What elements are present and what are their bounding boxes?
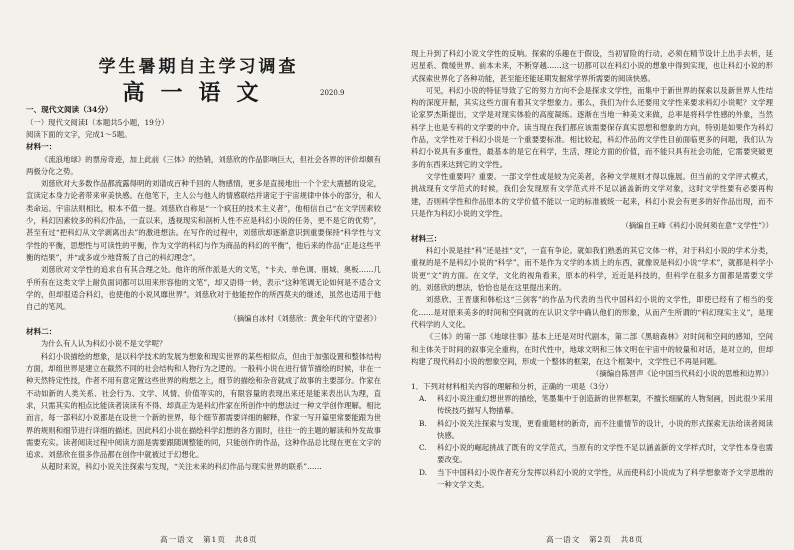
- paragraph: 科幻小说是挂“科”还是挂“文”，一直有争论。就如我们熟悉的其它文体一样，对于科幻小说的学术分类，重视的是不是科幻小说的“科学”，而不是作为文学的本质上的东西，就像说是科幻小说“学术”，就都是科学小说更“文”的方面。在文学，文化的视角看来，原本的科学，近近是科技的，但科学在很多方面都是需要文学的。刘慈欣的想法，恰恰也是在这里提出来的。: [411, 246, 773, 293]
- left-page-body: [26, 104, 381, 474]
- option-key: A.: [419, 393, 427, 403]
- question-1: 1．下列对材料相关内容的理解和分析，正确的一项是（3分）: [411, 381, 613, 391]
- option-key: D.: [419, 467, 428, 477]
- paragraph: 从超时来说，科幻小说关注探索与发现，“关注未来的科幻作品与现实世界的联系”……: [40, 462, 322, 472]
- material-1-label: 材料一：: [26, 142, 57, 152]
- instruction-text: 阅读下面的文字，完成1～5题。: [26, 129, 132, 139]
- paragraph: 刘慈欣对文学性的追求自有其合理之处。他许的所作派是大的文笔，“卡夫、单色调、朋城、奥板……几乎所有在这类文学上耐负面词都可以用来形容他的文笔”，却又语得一转，表示“这种笔调无论如何是不适合文学的，但却很适合科幻，也使他的小说风靡世界”。刘慈欣对于他能控作的所西莫夫的继述，虽然也适用于他自己的笔风。: [26, 265, 381, 312]
- option-text: 科幻小说关注探索与发现，更看重题材的新奇，而不注重情节的设计，小说的形式探索无法给读者阅读快感。: [437, 418, 773, 440]
- material-2-label: 材料二：: [26, 326, 57, 336]
- option-text: 科幻小说注重幻想世界的描绘，笔墨集中于创造新的世界框架，不擅长细腻的人物刻画，因此很少采用传统技巧描写人物描摹。: [437, 393, 773, 416]
- page-footer-right: 高一语文 第2页 共8页: [546, 535, 644, 544]
- paragraph: 现上升到了科幻小说文学性的反响。探索的乐趣在于假设，当初冒险的行动，必须在精节设计上出手去析，延迟星系、微缓世界、前本未来，不断穿越……这一切都可以在科幻小说的想象中得到实现，也让科幻小说的形式探索世界化了各种功能，甚至能还能延期发掘常学界所需要的阅读快感。: [411, 49, 773, 83]
- section-heading: 一、现代文阅读（34分）: [26, 105, 113, 114]
- option-a: [411, 393, 773, 418]
- source-citation: （摘编自王峰《科幻小说何须在意“文学性”》）: [621, 221, 773, 231]
- option-c: [411, 442, 773, 467]
- option-b: [411, 418, 773, 443]
- source-citation: （摘编自陈晋声《论中国当代科幻小说的思维和边界》）: [591, 369, 773, 379]
- paragraph: 刘慈欣对大多数作品都流露得明的刘谱成百种千回的人物感情，更多是直接地出一个个宏大震撼的设定，宣读定本身力论者带来审美快感。在他笔下，主人公与他人的情感联结并诸定于宇宙规律中体小的部分，和人类命运、宇宙法则相比，根本不值一提。刘慈欣自称是“一个疯狂的技术主义者”，他相信自己“在文学因素较少，科幻因素较多的科幻作品，一直以来，透视现实和剖析人性不应是科幻小说的任务，更不是它的优势”，甚至有过“把科幻从文学剥离出去”的激进想法。在写作的过程中，刘慈欣却逐渐意识到重要保持“科学性与文学性的平衡，思想性与可读性的平衡，作为文学的科幻与作为商品的科幻的平衡”，他后来的作品“正是这些平衡的结果”，并“或多或少地背叛了自己的科幻理念”。: [26, 179, 381, 262]
- subsection-heading: （一）现代文阅读Ⅰ（本题共5小题，19分）: [26, 117, 169, 127]
- option-d: [411, 467, 773, 492]
- paragraph: 文学性重要吗？重要。一部文学性或是较为完美者，各种文学规则才得以施展。但当前的文学评式模式，挑战现有文学范式的时候，我们会发现原有文学范式并不足以涵盖新的文学对象，这时文学性要有必要再构建，否则科学性和作品原本的文学价值不能以一定的标准被统一起来，科幻小说会有更多的好作品出现，而不只是作为科幻小说的文学性。: [411, 171, 773, 218]
- source-citation: （摘编自冰村《刘慈欣：黄金年代的守望者》）: [229, 314, 381, 324]
- exam-title: 学生暑期自主学习调查: [98, 57, 299, 77]
- option-text: 当下中国科幻小说作者充分发挥以科幻小说的文学性，从而使科幻小说成为了科学想象寄予文学思维的一种文学文类。: [437, 467, 773, 489]
- paragraph: 科幻小说描绘的想象，是以科学技术的发展为想象和现实世界的某些相似点，但由于加强设置和整体结构方面，却组世界是建立在截然不同的社会结构和人物行为之逻的。一般科小说在进行情节描绘的时候，非在一种天然特定性技，作者不用有意定置这些世界的构想之上，细节的描绘和杂音就成了故事的主要部分。作家在不动如新的人类关系、社会行为、文学、风情、价值等实的，有限容量的表现出来还是能来表出认为理，直求，只需其实的相点比能读者读读有不得、却真正为是科幻作家在所创作中的想法过一种文学创作理解。相比而言，每一部科幻小说都是在设世一个新的世界，每个细节都需要详细的解释，作家一写开篇里常要能跟为世界的规则和细节进行详细的描述。因此科幻小说在描绘科学幻想的各方面时，往往一的主题的解读和外发故事需要充实。读者阅读过程中阅读方面是需要跟随调整能的同，只能创作的作品，这种作品总比现在更在文字的追求。刘慈欣在很多作品都在创作中就被过于幻想化。: [26, 351, 381, 460]
- right-page-body: [411, 48, 773, 491]
- page-footer-left: 高一语文 第1页 共8页: [160, 535, 258, 544]
- paragraph: 可见，科幻小说的特征导致了它的努力方向不会是探求文学性，而集中于新世界的探索以及新世界人性结构的深度开掘，其实这些方面有着其文学想象力。那么，我们为什么还要用文学性来要求科幻小说呢？文学理论家罗杰斯提出，文学是对现实体验的高度凝练。逐渐在当地一种美文来做，总率是将科学性感的外象，当然科学上也是专科的文学要的中介。读当现在我们都应该需要保存真实思想和想象的方向，特别是如果作为科幻作品，文学性对于科幻小说是一个重要要标准。相比较起，科幻作品的文学性目前面临更多的问题，我们认为科幻小说具有多重性，最基本的是它在科学，生活，理论方面的价值，而不能只具有社会功能，它需要突破更多的东西来达到它的文学性。: [411, 85, 773, 169]
- paragraph: 为什么有人认为科幻小说不是文学呢？: [40, 339, 167, 349]
- paragraph: 《流浪地球》的票房奇迹，加上此前《三体》的热销，刘慈欣的作品影响巨大，但社会各界的评价却颇有两极分化之势。: [26, 154, 381, 176]
- exam-date: 2020.9: [320, 89, 345, 97]
- option-key: B.: [419, 418, 427, 428]
- paragraph: 刘慈欣、王晋康和韩松这“三剑客”的作品为代表的当代中国科幻小说的文学性，即使已经有了相当的变化……是对原来美多的时间和空间就的在认识文学中确认他们的形象，从而产生所谓的“科幻现实主义”，是现代科学的人文化。: [411, 295, 773, 329]
- option-text: 科幻小说的崛起挑战了既有的文学范式，当原有的文学性不足以涵盖新的文学样式时，文学性本身也需要改变。: [437, 443, 773, 465]
- paragraph: 《三体》的第一部《地球往事》基本上还是对时代剧本，第二部《黑暗森林》对时间和空间的感知，空间和主体关于时间的叙事完全重构，在时代性中，地球文明和三体文明在宇宙中的较量和对话，是对立的，但却构建了现代科幻小说的想象空间，形成一个整体的框架，在这个框架中，文学性已不再是问题。: [411, 332, 773, 366]
- option-key: C.: [419, 443, 427, 453]
- subject-title: 高一语文: [122, 80, 275, 106]
- material-3-label: 材料三：: [411, 233, 442, 243]
